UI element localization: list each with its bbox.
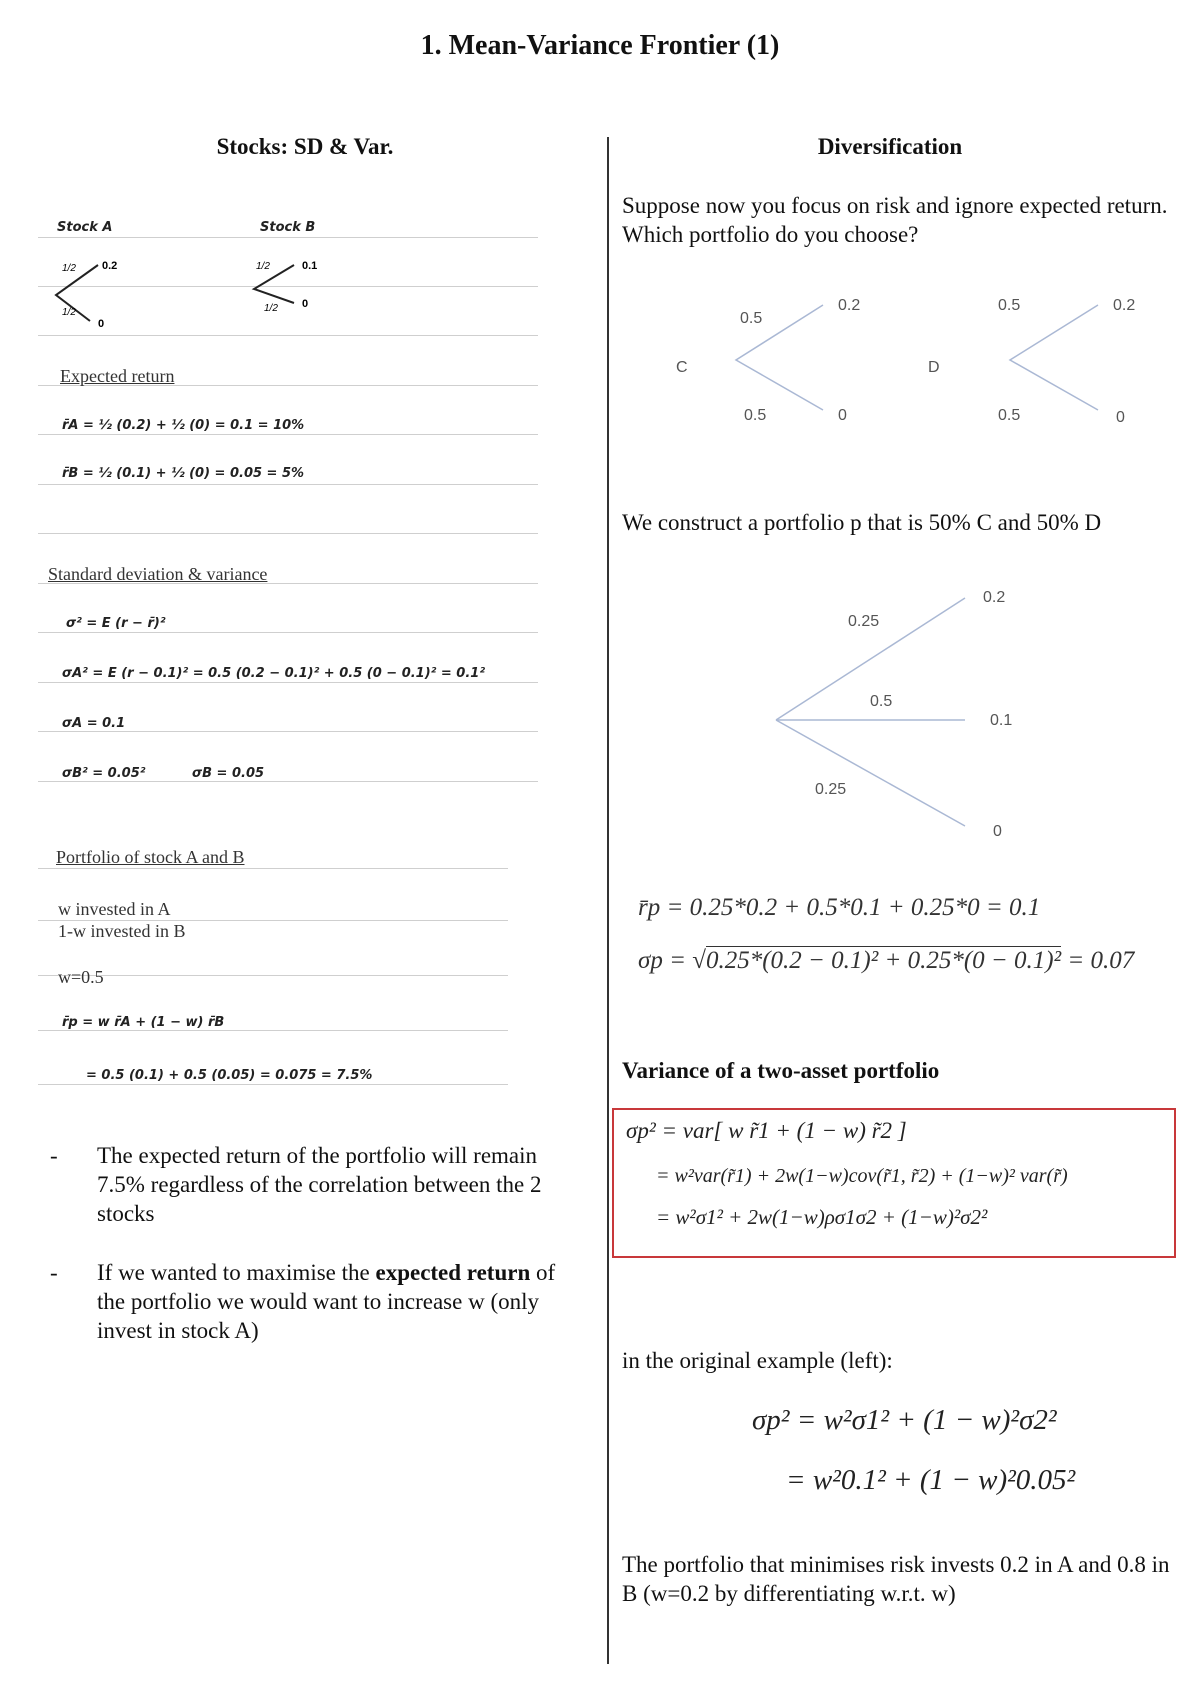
box-line-3: = w²σ1² + 2w(1−w)ρσ1σ2 + (1−w)²σ2² (656, 1205, 988, 1229)
original-example-text: in the original example (left): (622, 1348, 893, 1373)
portfolio-return-formula: r̄p = w r̄A + (1 − w) r̄B (62, 1015, 225, 1030)
intro-text: Suppose now you focus on risk and ignore expected return. Which portfolio do you choose? (622, 193, 1168, 247)
tree-portfolio (770, 578, 1040, 838)
two-asset-heading: Variance of a two-asset portfolio (622, 1058, 940, 1083)
stock-a-label: Stock A (57, 220, 113, 235)
svg-text:0.2: 0.2 (1113, 297, 1136, 314)
svg-text:0.2: 0.2 (102, 260, 118, 272)
bullet-marker-2: - (50, 1260, 58, 1285)
box-line-2: = w²var(r̃1) + 2w(1−w)cov(r̃1, r̃2) + (1−w)² var(r̃) (656, 1165, 1068, 1187)
svg-text:0.25: 0.25 (815, 781, 847, 798)
w-value: w=0.5 (58, 967, 104, 987)
left-heading: Stocks: SD & Var. (216, 134, 394, 159)
w-invested-b: 1-w invested in B (58, 921, 186, 941)
svg-text:C: C (676, 359, 688, 376)
stock-b-label: Stock B (260, 220, 316, 235)
original-equation-1: σp² = w²σ1² + (1 − w)²σ2² (752, 1404, 1057, 1436)
svg-text:1/2: 1/2 (62, 307, 76, 318)
svg-text:0.5: 0.5 (744, 407, 767, 424)
original-equation-2: = w²0.1² + (1 − w)²0.05² (786, 1464, 1076, 1496)
svg-text:1/2: 1/2 (264, 303, 278, 314)
svg-text:0: 0 (993, 823, 1002, 838)
portfolio-return-calc: = 0.5 (0.1) + 0.5 (0.05) = 0.075 = 7.5% (86, 1068, 373, 1083)
svg-text:0.2: 0.2 (983, 589, 1006, 606)
box-line-1: σp² = var[ w r̃1 + (1 − w) r̃2 ] (626, 1118, 907, 1143)
sd-variance-heading: Standard deviation & variance (48, 564, 268, 584)
svg-text:0: 0 (1116, 409, 1125, 426)
svg-text:0: 0 (98, 318, 105, 330)
column-divider (607, 137, 609, 1664)
portfolio-heading: Portfolio of stock A and B (56, 847, 245, 867)
svg-text:0.1: 0.1 (302, 260, 318, 272)
bullet-2: If we wanted to maximise the expected return of the portfolio we would want to increase w (only invest in stock A) (97, 1260, 556, 1343)
bullet-marker-1: - (50, 1143, 58, 1168)
svg-text:1/2: 1/2 (62, 263, 76, 274)
variance-definition: σ² = E (r − r̄)² (66, 616, 166, 631)
bullet-1: The expected return of the portfolio will remain 7.5% regardless of the correlation between the 2 stocks (97, 1143, 542, 1226)
svg-text:0: 0 (302, 298, 309, 310)
stock-b-tree (250, 255, 340, 315)
svg-text:0.5: 0.5 (740, 310, 763, 327)
portfolio-return-equation: r̄p = 0.25*0.2 + 0.5*0.1 + 0.25*0 = 0.1 (638, 894, 1041, 921)
page-title: 1. Mean-Variance Frontier (1) (420, 30, 780, 61)
svg-text:0.2: 0.2 (838, 297, 861, 314)
portfolio-sd-equation: σp = √0.25*(0.2 − 0.1)² + 0.25*(0 − 0.1)² = 0.07 (638, 947, 1135, 974)
variance-b: σB² = 0.05² (62, 766, 146, 781)
svg-text:0: 0 (838, 407, 847, 424)
svg-text:0.5: 0.5 (870, 693, 893, 710)
sd-a: σA = 0.1 (62, 716, 126, 731)
stock-a-tree (50, 255, 140, 330)
expected-return-b: r̄B = ½ (0.1) + ½ (0) = 0.05 = 5% (62, 466, 305, 481)
svg-text:0.25: 0.25 (848, 613, 880, 630)
expected-return-heading: Expected return (60, 366, 175, 386)
conclusion-text: The portfolio that minimises risk invests 0.2 in A and 0.8 in B (w=0.2 by differentiating w.r.t. w) (622, 1552, 1170, 1606)
svg-text:1/2: 1/2 (256, 261, 270, 272)
svg-text:0.1: 0.1 (990, 712, 1013, 729)
construct-text: We construct a portfolio p that is 50% C and 50% D (622, 510, 1102, 535)
expected-return-a: r̄A = ½ (0.2) + ½ (0) = 0.1 = 10% (62, 418, 305, 433)
svg-text:0.5: 0.5 (998, 407, 1021, 424)
sd-b: σB = 0.05 (192, 766, 265, 781)
right-heading: Diversification (817, 134, 963, 159)
trees-c-d (658, 278, 1178, 438)
svg-text:0.5: 0.5 (998, 297, 1021, 314)
svg-text:D: D (928, 359, 940, 376)
w-invested-a: w invested in A (58, 899, 171, 919)
variance-a: σA² = E (r − 0.1)² = 0.5 (0.2 − 0.1)² + 0.5 (0 − 0.1)² = 0.1² (62, 666, 486, 681)
